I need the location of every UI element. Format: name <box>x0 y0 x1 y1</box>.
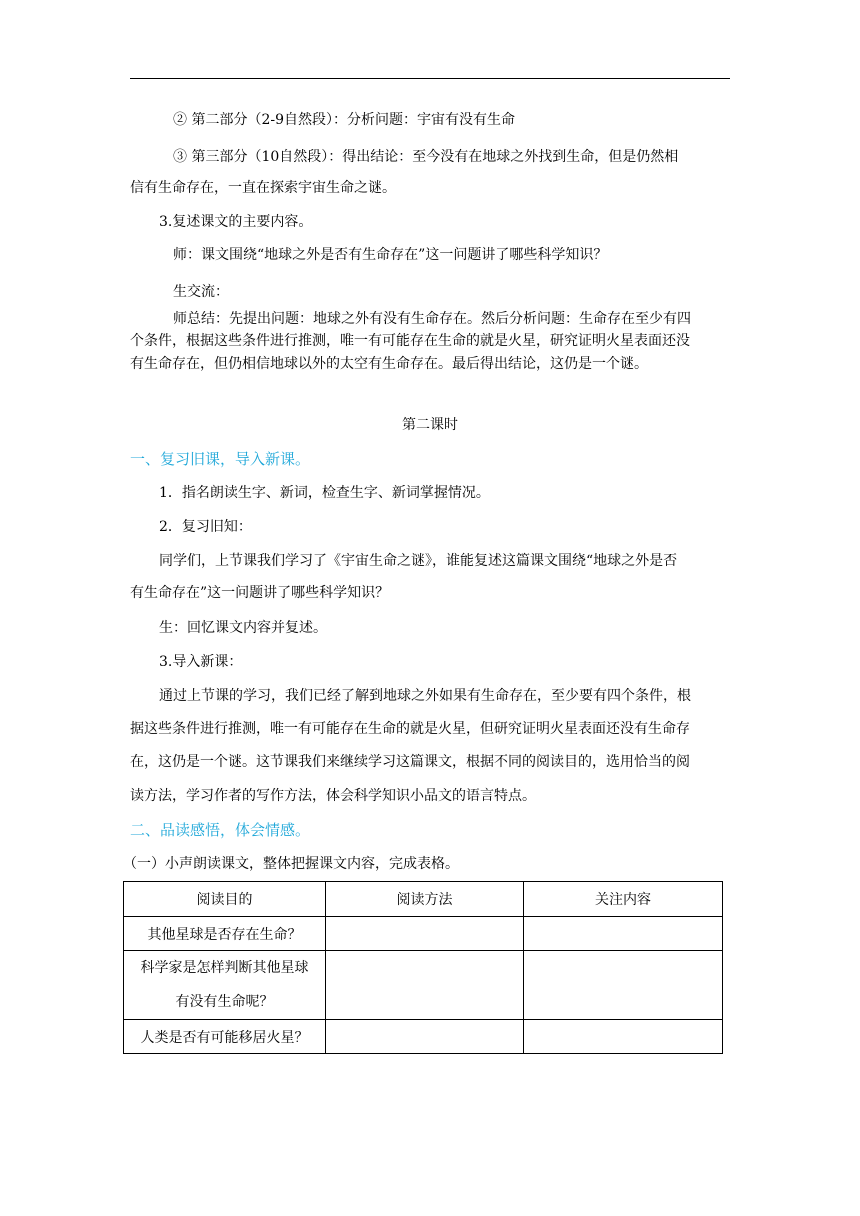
section-1-item-2: 2．复习旧知： <box>159 519 252 535</box>
table-cell-focus[interactable] <box>524 917 723 951</box>
intro-line-4: 读方法，学习作者的写作方法，体会科学知识小品文的语言特点。 <box>130 788 536 804</box>
intro-line-2: 据这些条件进行推测，唯一有可能存在生命的就是火星，但研究证明火星表面还没有生命存 <box>130 721 690 737</box>
table-cell-purpose: 其他星球是否存在生命？ <box>124 917 326 951</box>
table-header-method: 阅读方法 <box>326 882 524 917</box>
section-2-heading: 二、品读感悟，体会情感。 <box>130 821 311 839</box>
section-1-item-1: 1．指名朗读生字、新词，检查生字、新词掌握情况。 <box>159 485 490 501</box>
table-cell-focus[interactable] <box>524 1020 723 1054</box>
review-line-1: 同学们，上节课我们学习了《宇宙生命之谜》，谁能复述这篇课文围绕“地球之外是否 <box>159 553 678 569</box>
table-row <box>124 1020 723 1054</box>
header-rule <box>130 78 730 79</box>
outline-part-2: ② 第二部分（2-9自然段）：分析问题：宇宙有没有生命 <box>173 112 515 128</box>
table-cell-purpose: 人类是否有可能移居火星？ <box>124 1020 326 1054</box>
teacher-question: 师：课文围绕“地球之外是否有生命存在”这一问题讲了哪些科学知识？ <box>173 247 608 263</box>
table-header-row <box>124 882 723 917</box>
student-discussion: 生交流： <box>173 284 229 300</box>
table-cell-purpose-line-1: 科学家是怎样判断其他星球 <box>140 960 309 976</box>
table-row <box>124 917 723 951</box>
teacher-summary-line-2: 个条件，根据这些条件进行推测，唯一有可能存在生命的就是火星，研究证明火星表面还没 <box>130 333 690 349</box>
section-1-heading: 一、复习旧课，导入新课。 <box>130 450 311 468</box>
section-1-item-3: 3.导入新课： <box>159 654 243 670</box>
table-cell-purpose-line-2: 有没有生命呢？ <box>175 994 274 1010</box>
student-answer: 生：回忆课文内容并复述。 <box>159 620 327 636</box>
table-header-purpose: 阅读目的 <box>124 882 326 917</box>
intro-line-1: 通过上节课的学习，我们已经了解到地球之外如果有生命存在，至少要有四个条件，根 <box>159 688 691 704</box>
lesson-2-title: 第二课时 <box>402 417 458 433</box>
teacher-summary-line-3: 有生命存在，但仍相信地球以外的太空有生命存在。最后得出结论，这仍是一个谜。 <box>130 356 648 372</box>
table-cell-method[interactable] <box>326 1020 524 1054</box>
table-row <box>124 951 723 1020</box>
section-2-task: （一）小声朗读课文，整体把握课文内容，完成表格。 <box>123 856 459 872</box>
table-cell-purpose <box>124 951 326 1020</box>
table-header-focus: 关注内容 <box>524 882 723 917</box>
outline-part-3-line-2: 信有生命存在，一直在探索宇宙生命之谜。 <box>130 180 396 196</box>
table-cell-method[interactable] <box>326 917 524 951</box>
table-cell-method[interactable] <box>326 951 524 1020</box>
teacher-summary-line-1: 师总结：先提出问题：地球之外有没有生命存在。然后分析问题：生命存在至少有四 <box>173 311 691 327</box>
intro-line-3: 在，这仍是一个谜。这节课我们来继续学习这篇课文，根据不同的阅读目的，选用恰当的阅 <box>130 754 690 770</box>
table-cell-focus[interactable] <box>524 951 723 1020</box>
reading-table <box>123 881 723 1054</box>
step-3-retell: 3.复述课文的主要内容。 <box>159 214 313 230</box>
review-line-2: 有生命存在”这一问题讲了哪些科学知识？ <box>130 585 390 601</box>
outline-part-3-line-1: ③ 第三部分（10自然段）：得出结论：至今没有在地球之外找到生命，但是仍然相 <box>173 149 679 165</box>
